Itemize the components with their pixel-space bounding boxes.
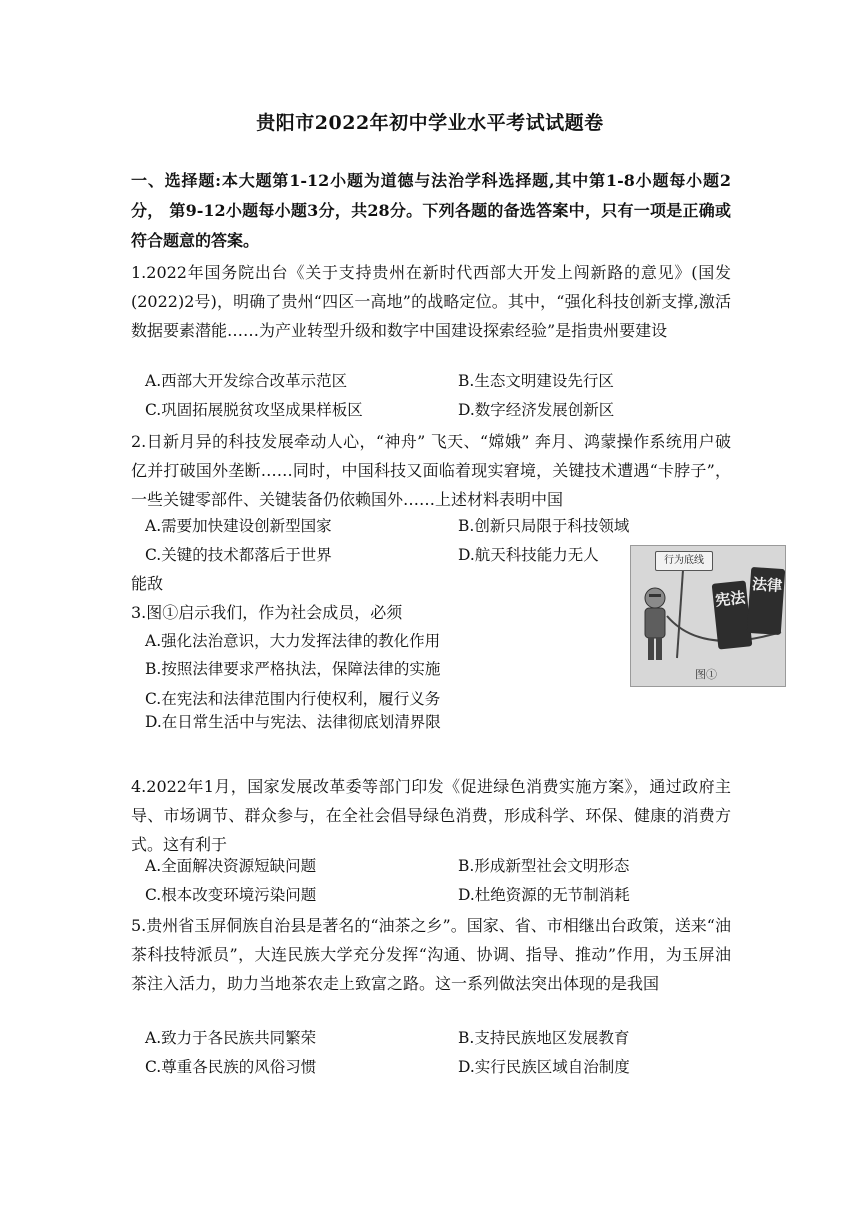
page-title: 贵阳市2022年初中学业水平考试试题卷 [256, 112, 604, 134]
question-5-option-c: C.尊重各民族的风俗习惯 [145, 1058, 317, 1076]
figure-book-law: 法律 [747, 567, 786, 635]
question-2-option-d: D.航天科技能力无人 [458, 546, 599, 564]
question-4-stem: 4.2022年1月，国家发展改革委等部门印发《促进绿色消费实施方案》，通过政府主导、市场调节、群众参与，在全社会倡导绿色消费，形成科学、环保、健康的消费方式。这有利于 [131, 777, 731, 854]
question-2-option-c: C.关键的技术都落后于世界 [145, 546, 332, 564]
question-2-option-d-continued: 能敌 [131, 574, 164, 593]
question-3-option-d: D.在日常生活中与宪法、法律彻底划清界限 [145, 713, 441, 731]
question-5-option-a: A.致力于各民族共同繁荣 [145, 1029, 317, 1047]
figure-sign: 行为底线 [655, 551, 713, 571]
question-1-option-d: D.数字经济发展创新区 [458, 401, 615, 419]
section-instructions: 一、选择题:本大题第1-12小题为道德与法治学科选择题,其中第1-8小题每小题2分， 第9-12小题每小题3分，共28分。下列各题的备选答案中，只有一项是正确或符合题意的答案。 [131, 171, 731, 250]
question-1-option-b: B.生态文明建设先行区 [458, 372, 614, 390]
question-1-option-a: A.西部大开发综合改革示范区 [145, 372, 348, 390]
question-2-option-a: A.需要加快建设创新型国家 [145, 517, 332, 535]
question-2-option-b: B.创新只局限于科技领域 [458, 517, 630, 535]
question-4-option-d: D.杜绝资源的无节制消耗 [458, 886, 630, 904]
question-3-option-a: A.强化法治意识，大力发挥法律的教化作用 [145, 632, 441, 650]
question-1-stem: 1.2022年国务院出台《关于支持贵州在新时代西部大开发上闯新路的意见》(国发(2022)2号)，明确了贵州“四区一高地”的战略定位。其中，“强化科技创新支撑,激活数据要素潜能……为产业转型升级和数字中国建设探索经验”是指贵州要建设 [131, 263, 731, 340]
question-3-stem: 3.图①启示我们，作为社会成员，必须 [131, 603, 403, 622]
figure-book-constitution: 宪法 [712, 580, 753, 649]
question-5-option-d: D.实行民族区域自治制度 [458, 1058, 630, 1076]
question-3-option-c: C.在宪法和法律范围内行使权利，履行义务 [145, 690, 441, 708]
figure-1-cartoon [630, 545, 786, 687]
question-4-option-b: B.形成新型社会文明形态 [458, 857, 630, 875]
question-1-option-c: C.巩固拓展脱贫攻坚成果样板区 [145, 401, 363, 419]
question-4-option-a: A.全面解决资源短缺问题 [145, 857, 317, 875]
question-4-option-c: C.根本改变环境污染问题 [145, 886, 317, 904]
question-5-stem: 5.贵州省玉屏侗族自治县是著名的“油茶之乡”。国家、省、市相继出台政策，送来“油茶科技特派员”，大连民族大学充分发挥“沟通、协调、指导、推动”作用，为玉屏油茶注入活力，助力当地茶农走上致富之路。这一系列做法突出体现的是我国 [131, 916, 731, 993]
question-2-stem: 2.日新月异的科技发展牵动人心，“神舟” 飞天、“嫦娥” 奔月、鸿蒙操作系统用户破亿并打破国外垄断……同时，中国科技又面临着现实窘境，关键技术遭遇“卡脖子”，一些关键零部件、关键装备仍依赖国外……上述材料表明中国 [131, 432, 731, 509]
question-3-option-b: B.按照法律要求严格执法，保障法律的实施 [145, 660, 441, 678]
question-5-option-b: B.支持民族地区发展教育 [458, 1029, 630, 1047]
figure-caption: 图① [695, 668, 717, 681]
